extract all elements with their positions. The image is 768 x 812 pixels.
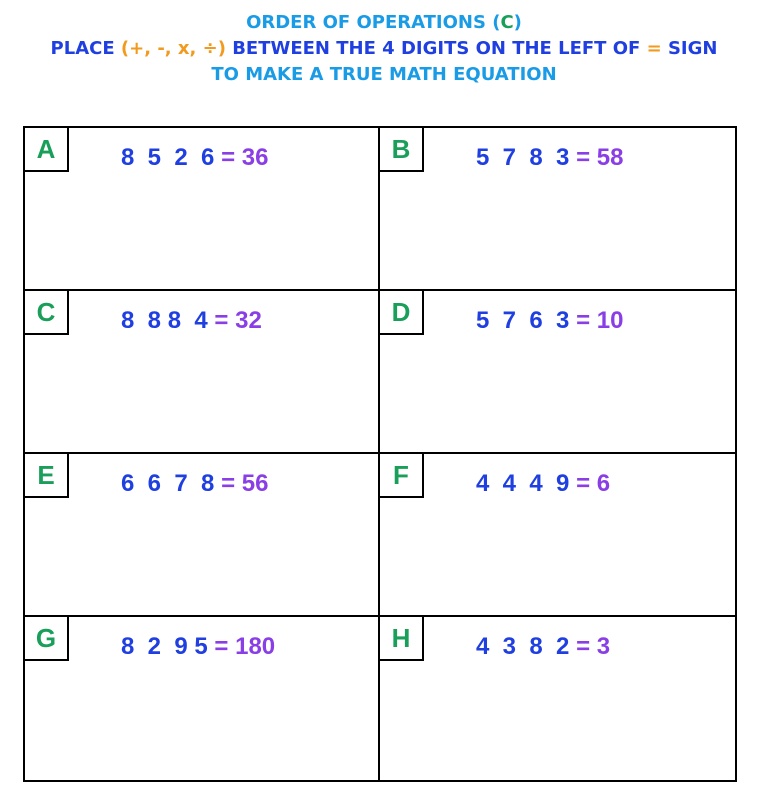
problem-cell-c bbox=[25, 291, 380, 454]
problem-result: 6 bbox=[596, 470, 611, 497]
equals-symbol: = bbox=[646, 38, 662, 59]
problem-label: F bbox=[380, 454, 424, 498]
problem-equation bbox=[476, 307, 623, 335]
equals-sign: = bbox=[214, 633, 229, 660]
problem-equation bbox=[476, 470, 610, 498]
problem-digits: 8 2 9 5 bbox=[121, 633, 208, 660]
problem-digits: 4 4 4 9 bbox=[476, 470, 570, 497]
equals-sign: = bbox=[221, 470, 236, 497]
problem-label: B bbox=[380, 128, 424, 172]
worksheet-header bbox=[0, 10, 768, 88]
problem-equation bbox=[476, 633, 610, 661]
problem-digits: 5 7 8 3 bbox=[476, 144, 570, 171]
problem-label: D bbox=[380, 291, 424, 335]
equals-sign: = bbox=[576, 633, 591, 660]
equals-sign: = bbox=[214, 307, 229, 334]
problem-digits: 6 6 7 8 bbox=[121, 470, 215, 497]
problem-digits: 8 8 8 4 bbox=[121, 307, 208, 334]
instruction-middle: BETWEEN THE 4 DIGITS ON THE LEFT OF bbox=[225, 38, 647, 59]
problem-label: C bbox=[25, 291, 69, 335]
problem-result: 58 bbox=[596, 144, 624, 171]
problem-cell-h bbox=[380, 617, 735, 780]
title-text: ORDER OF OPERATIONS ( bbox=[246, 12, 501, 33]
problem-label: H bbox=[380, 617, 424, 661]
instruction-line-2: TO MAKE A TRUE MATH EQUATION bbox=[211, 64, 557, 85]
equals-sign: = bbox=[221, 144, 236, 171]
instruction-end: SIGN bbox=[661, 38, 718, 59]
operators-list: (+, -, x, ÷) bbox=[120, 38, 226, 59]
equals-sign: = bbox=[576, 470, 591, 497]
problem-grid bbox=[23, 126, 737, 782]
problem-result: 3 bbox=[596, 633, 611, 660]
problem-digits: 8 5 2 6 bbox=[121, 144, 215, 171]
instruction-start: PLACE bbox=[50, 38, 121, 59]
problem-cell-f bbox=[380, 454, 735, 617]
equals-sign: = bbox=[576, 307, 591, 334]
equals-sign: = bbox=[576, 144, 591, 171]
problem-result: 56 bbox=[241, 470, 269, 497]
problem-result: 10 bbox=[596, 307, 624, 334]
problem-result: 180 bbox=[235, 633, 276, 660]
problem-equation bbox=[121, 307, 262, 335]
problem-cell-g bbox=[25, 617, 380, 780]
problem-equation bbox=[121, 633, 275, 661]
instruction-line-1 bbox=[0, 36, 768, 62]
problem-cell-d bbox=[380, 291, 735, 454]
problem-equation bbox=[121, 470, 268, 498]
problem-result: 36 bbox=[241, 144, 269, 171]
problem-equation bbox=[121, 144, 268, 172]
problem-label: E bbox=[25, 454, 69, 498]
problem-label: G bbox=[25, 617, 69, 661]
problem-digits: 4 3 8 2 bbox=[476, 633, 570, 660]
problem-result: 32 bbox=[235, 307, 262, 334]
problem-label: A bbox=[25, 128, 69, 172]
worksheet-title bbox=[0, 10, 768, 36]
title-variant-letter: C bbox=[500, 12, 514, 33]
problem-cell-e bbox=[25, 454, 380, 617]
problem-cell-b bbox=[380, 128, 735, 291]
title-close-paren: ) bbox=[513, 12, 522, 33]
problem-cell-a bbox=[25, 128, 380, 291]
problem-digits: 5 7 6 3 bbox=[476, 307, 570, 334]
problem-equation bbox=[476, 144, 623, 172]
